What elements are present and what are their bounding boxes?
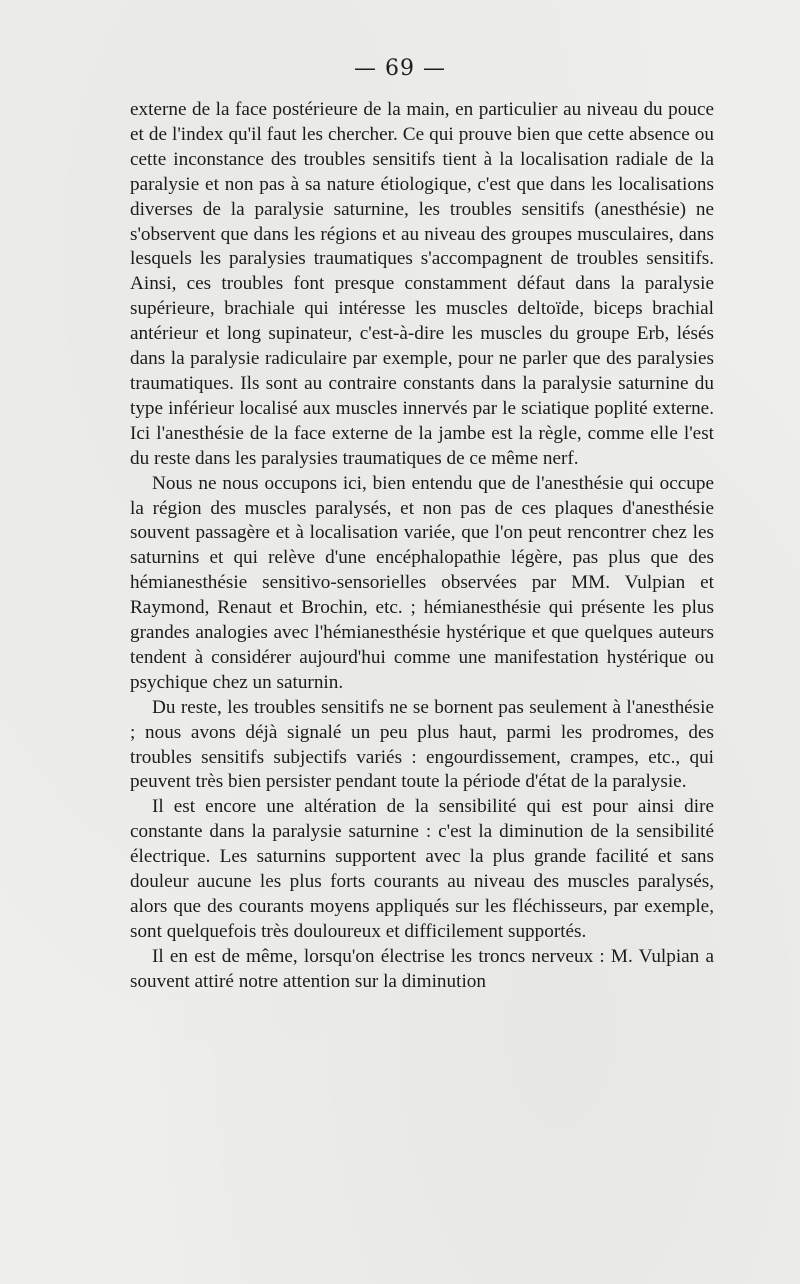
paragraph-1: externe de la face postérieure de la main, en particulier au niveau du pouce et de l'index qu'il faut les chercher. Ce qui prouve bien que cette absence ou cette inconstance des troubles sensitifs tient à la localisation radiale de la paralysie et non pas à sa nature étiologique, c'est que dans les localisations diverses de la paralysie saturnine, les troubles sensitifs (anesthésie) ne s'observent que dans les régions et au niveau des groupes musculaires, dans lesquels les paralysies traumatiques s'accompagnent de troubles sensitifs. Ainsi, ces troubles font presque constamment défaut dans la paralysie supérieure, brachiale qui intéresse les muscles deltoïde, biceps brachial antérieur et long supinateur, c'est-à-dire les muscles du groupe Erb, lésés dans la paralysie radiculaire par exemple, pour ne parler que des paralysies traumatiques. Ils sont au contraire constants dans la paralysie saturnine du type inférieur localisé aux muscles innervés par le sciatique poplité externe. Ici l'anesthésie de la face externe de la jambe est la règle, comme elle l'est du reste dans les paralysies traumatiques de ce même nerf. [130,99,714,469]
paragraph-4: Il est encore une altération de la sensibilité qui est pour ainsi dire constante dans la paralysie saturnine : c'est la diminution de la sensibilité électrique. Les saturnins supportent avec la plus grande facilité et sans douleur aucune les plus forts courants au niveau des muscles paralysés, alors que des courants moyens appliqués sur les fléchisseurs, par exemple, sont quelquefois très douloureux et difficilement supportés. [130,796,714,942]
body-text [130,98,714,995]
paragraph-3: Du reste, les troubles sensitifs ne se bornent pas seulement à l'anesthésie ; nous avons déjà signalé un peu plus haut, parmi les prodromes, des troubles sensitifs subjectifs variés : engourdissement, crampes, etc., qui peuvent très bien persister pendant toute la période d'état de la paralysie. [130,696,714,793]
paragraph-2: Nous ne nous occupons ici, bien entendu que de l'anesthésie qui occupe la région des muscles paralysés, et non pas de ces plaques d'anesthésie souvent passagère et à localisation variée, que l'on peut rencontrer chez les saturnins et qui relève d'une encéphalopathie légère, pas plus que des hémianesthésie sensitivo-sensorielles observées par MM. Vulpian et Raymond, Renaut et Brochin, etc. ; hémianesthésie qui présente les plus grandes analogies avec l'hémianesthésie hystérique et que quelques auteurs tendent à considérer aujourd'hui comme une manifestation hystérique ou psychique chez un saturnin. [130,472,714,693]
page-number: — 69 — [354,56,446,81]
paragraph-5: Il en est de même, lorsqu'on électrise les troncs nerveux : M. Vulpian a souvent attiré notre attention sur la diminution [130,945,714,992]
